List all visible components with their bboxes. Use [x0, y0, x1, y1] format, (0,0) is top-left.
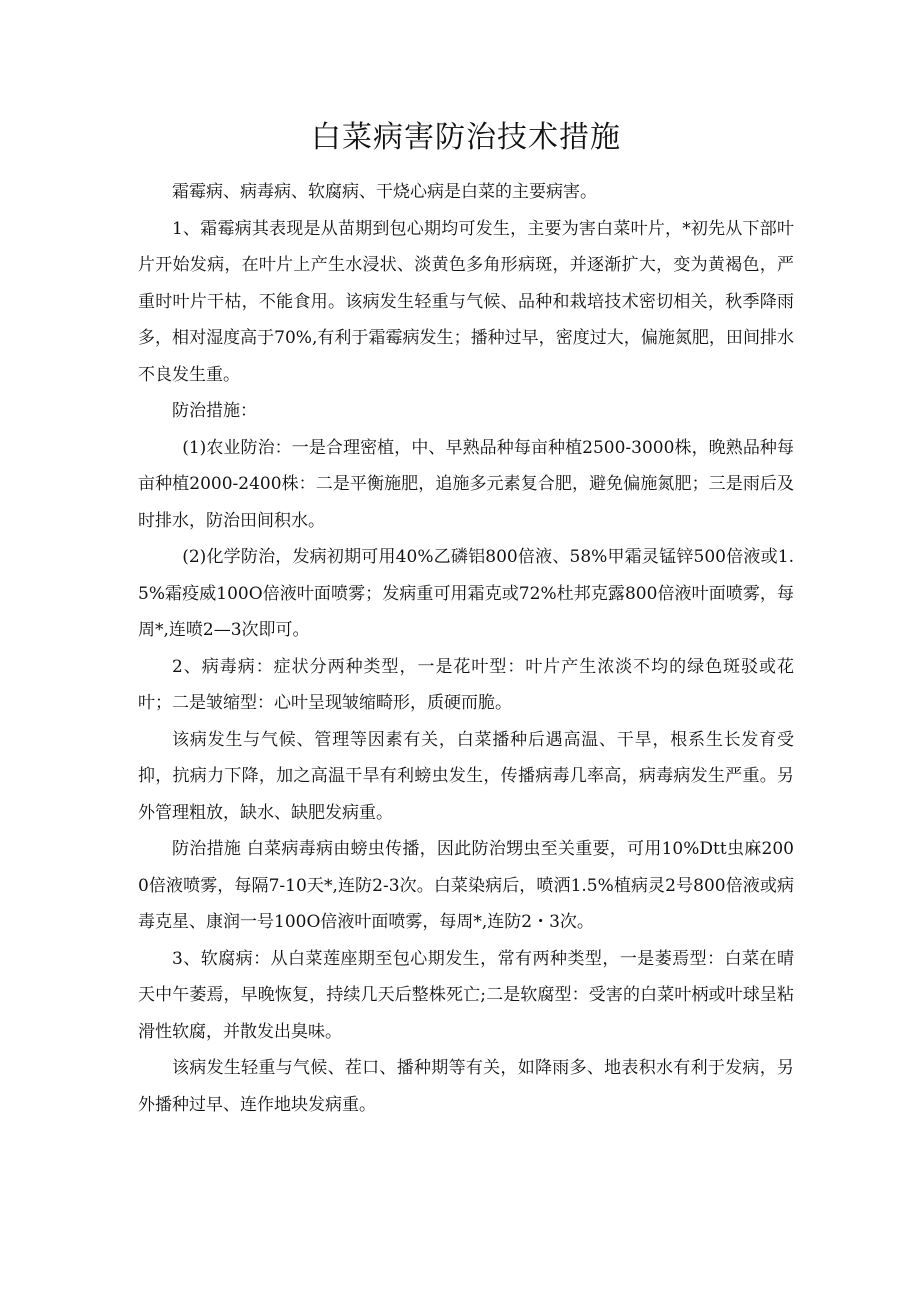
- paragraph-agricultural-control: (1)农业防治：一是合理密植，中、早熟品种每亩种植2500-3000株，晚熟品种每亩种植2000-2400株：二是平衡施肥，追施多元素复合肥，避免偏施氮肥；三是雨后及时排水，防治田间积水。: [138, 437, 794, 531]
- paragraph-virus-control: 防治措施 白菜病毒病由螃虫传播，因此防治甥虫至关重要，可用10%Dtt虫麻2000倍液喷雾，每隔7-10天*,连防2-3次。白菜染病后，喷洒1.5%植病灵2号800倍液或病毒克星、康润一号100O倍液叶面喷雾，每周*,连防2・3次。: [138, 839, 794, 932]
- paragraph-soft-rot-causes: 该病发生轻重与气候、茬口、播种期等有关，如降雨多、地表积水有利于发病，另外播种过早、连作地块发病重。: [138, 1058, 794, 1115]
- document-page: [138, 112, 794, 1123]
- paragraph-control-heading: 防治措施：: [172, 401, 257, 421]
- paragraph-virus-causes: 该病发生与气候、管理等因素有关，白菜播种后遇高温、干旱，根系生长发育受抑，抗病力下降，加之高温干旱有利螃虫发生，传播病毒几率高，病毒病发生严重。另外管理粗放，缺水、缺肥发病重。: [138, 729, 794, 823]
- document-title: 白菜病害防治技术措施: [311, 120, 621, 155]
- paragraph-soft-rot: 3、软腐病：从白菜莲座期至包心期发生，常有两种类型，一是萎焉型：白菜在晴天中午萎焉，早晚恢复，持续几天后整株死亡;二是软腐型：受害的白菜叶柄或叶球呈粘滑性软腐，并散发出臭味。: [138, 948, 794, 1042]
- paragraph-downy-mildew: 1、霜霉病其表现是从苗期到包心期均可发生，主要为害白菜叶片，*初先从下部叶片开始发病，在叶片上产生水浸状、淡黄色多角形病斑，并逐渐扩大，变为黄褐色，严重时叶片干枯，不能食用。该病发生轻重与气候、品种和栽培技术密切相关，秋季降雨多，相对湿度高于70%,有利于霜霉病发生；播种过早，密度过大，偏施氮肥，田间排水不良发生重。: [138, 218, 794, 385]
- paragraph-intro: 霜霉病、病毒病、软腐病、干烧心病是白菜的主要病害。: [172, 182, 597, 202]
- paragraph-virus-disease: 2、病毒病：症状分两种类型，一是花叶型：叶片产生浓淡不均的绿色斑驳或花叶；二是皱缩型：心叶呈现皱缩畸形，质硬而脆。: [138, 656, 794, 713]
- paragraph-chemical-control: (2)化学防治，发病初期可用40%乙磷铝800倍液、58%甲霜灵锰锌500倍液或1.5%霜疫威100O倍液叶面喷雾；发病重可用霜克或72%杜邦克露800倍液叶面喷雾，每周*,连喷2—3次即可。: [138, 547, 794, 640]
